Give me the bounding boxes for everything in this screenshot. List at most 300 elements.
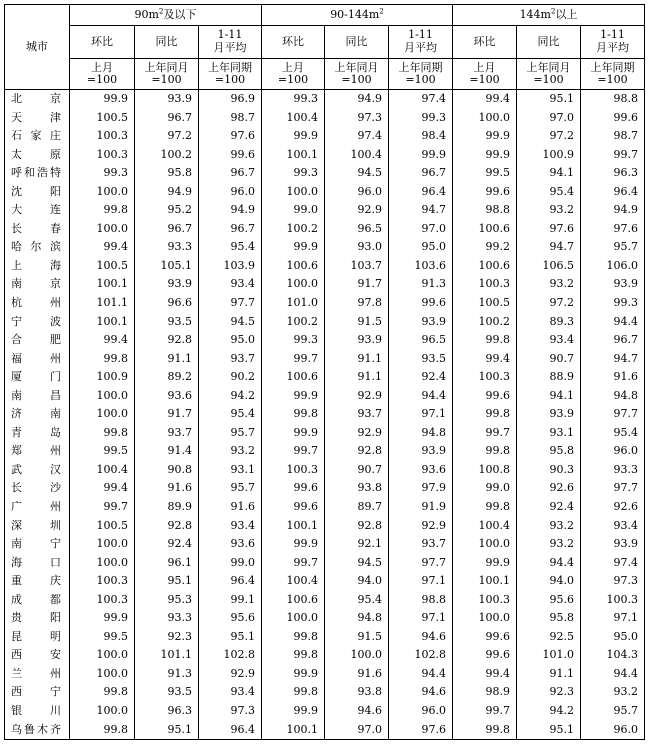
table-row	[5, 702, 645, 721]
city-name: 昆明	[5, 628, 70, 647]
index-value: 100.6	[262, 257, 325, 276]
index-value: 100.3	[70, 572, 135, 591]
index-value: 100.2	[262, 220, 325, 239]
ytd-base-header: 上年同期 =100	[581, 59, 645, 90]
index-value: 95.4	[581, 424, 645, 443]
index-value: 89.9	[135, 498, 199, 517]
index-value: 96.4	[581, 183, 645, 202]
table-row	[5, 628, 645, 647]
index-value: 94.4	[581, 665, 645, 684]
index-value: 100.2	[453, 313, 517, 332]
index-value: 93.3	[135, 238, 199, 257]
city-name: 合肥	[5, 331, 70, 350]
table-row	[5, 405, 645, 424]
index-value: 92.9	[325, 201, 389, 220]
index-value: 98.8	[389, 591, 453, 610]
table-row	[5, 331, 645, 350]
index-value: 95.1	[517, 90, 581, 109]
index-value: 93.9	[581, 535, 645, 554]
index-value: 100.9	[517, 146, 581, 165]
index-value: 96.4	[199, 572, 262, 591]
index-value: 93.9	[389, 313, 453, 332]
index-value: 99.3	[262, 331, 325, 350]
index-value: 92.9	[389, 517, 453, 536]
index-value: 93.2	[199, 442, 262, 461]
index-value: 93.2	[517, 517, 581, 536]
city-name: 海口	[5, 554, 70, 573]
city-name: 重庆	[5, 572, 70, 591]
city-name: 长沙	[5, 479, 70, 498]
index-value: 99.8	[70, 684, 135, 703]
index-value: 99.7	[262, 442, 325, 461]
index-value: 99.8	[262, 628, 325, 647]
index-value: 99.9	[262, 535, 325, 554]
index-value: 99.9	[70, 609, 135, 628]
yoy-header: 同比	[517, 26, 581, 59]
index-value: 106.5	[517, 257, 581, 276]
index-value: 100.0	[262, 275, 325, 294]
index-value: 91.1	[325, 368, 389, 387]
index-value: 97.6	[199, 127, 262, 146]
index-value: 98.8	[581, 90, 645, 109]
ytd-base-header: 上年同期 =100	[199, 59, 262, 90]
index-value: 94.7	[517, 238, 581, 257]
index-value: 101.0	[262, 294, 325, 313]
index-value: 103.6	[389, 257, 453, 276]
index-value: 93.0	[325, 238, 389, 257]
index-value: 100.1	[70, 313, 135, 332]
index-value: 93.8	[325, 479, 389, 498]
index-value: 93.8	[325, 684, 389, 703]
index-value: 97.0	[517, 109, 581, 128]
index-value: 97.1	[389, 405, 453, 424]
index-value: 94.1	[517, 387, 581, 406]
index-value: 106.0	[581, 257, 645, 276]
index-value: 100.8	[453, 461, 517, 480]
index-value: 88.9	[517, 368, 581, 387]
index-value: 99.8	[453, 442, 517, 461]
city-name: 贵阳	[5, 609, 70, 628]
index-value: 95.2	[135, 201, 199, 220]
index-value: 98.7	[581, 127, 645, 146]
index-value: 96.5	[389, 331, 453, 350]
index-value: 99.9	[453, 127, 517, 146]
table-row	[5, 387, 645, 406]
index-value: 99.8	[70, 350, 135, 369]
table-row	[5, 127, 645, 146]
index-value: 100.5	[70, 257, 135, 276]
index-value: 99.3	[581, 294, 645, 313]
index-value: 101.1	[70, 294, 135, 313]
index-value: 91.9	[389, 498, 453, 517]
city-name: 上海	[5, 257, 70, 276]
index-value: 96.7	[199, 164, 262, 183]
index-value: 99.4	[70, 238, 135, 257]
index-value: 100.3	[262, 461, 325, 480]
city-name: 杭州	[5, 294, 70, 313]
index-value: 99.5	[70, 628, 135, 647]
city-name: 银川	[5, 702, 70, 721]
index-value: 97.4	[325, 127, 389, 146]
index-value: 93.2	[517, 201, 581, 220]
index-value: 98.9	[453, 684, 517, 703]
group-header-medium: $90-144m^2$	[262, 5, 453, 26]
city-name: 南昌	[5, 387, 70, 406]
index-value: 99.8	[262, 684, 325, 703]
table-row	[5, 313, 645, 332]
index-value: 93.7	[389, 535, 453, 554]
index-value: 99.4	[453, 90, 517, 109]
table-row	[5, 535, 645, 554]
index-value: 98.7	[199, 109, 262, 128]
index-value: 99.6	[453, 387, 517, 406]
index-value: 99.9	[262, 238, 325, 257]
index-value: 97.6	[581, 220, 645, 239]
index-value: 97.7	[581, 405, 645, 424]
index-value: 100.2	[135, 146, 199, 165]
index-value: 97.3	[199, 702, 262, 721]
index-value: 89.3	[517, 313, 581, 332]
index-value: 99.6	[199, 146, 262, 165]
index-value: 95.0	[389, 238, 453, 257]
index-value: 99.4	[70, 479, 135, 498]
index-value: 104.3	[581, 646, 645, 665]
index-value: 99.8	[453, 498, 517, 517]
index-value: 95.6	[199, 609, 262, 628]
index-value: 100.4	[70, 461, 135, 480]
index-value: 91.7	[135, 405, 199, 424]
index-value: 99.9	[453, 554, 517, 573]
index-value: 94.9	[581, 201, 645, 220]
index-value: 99.9	[262, 665, 325, 684]
index-value: 92.4	[135, 535, 199, 554]
index-value: 97.1	[389, 572, 453, 591]
index-value: 93.5	[135, 684, 199, 703]
table-row	[5, 665, 645, 684]
index-value: 96.1	[135, 554, 199, 573]
index-value: 95.1	[199, 628, 262, 647]
index-value: 96.7	[135, 109, 199, 128]
index-value: 97.4	[389, 90, 453, 109]
index-value: 94.7	[581, 350, 645, 369]
city-name: 南宁	[5, 535, 70, 554]
index-value: 96.3	[135, 702, 199, 721]
index-value: 99.2	[453, 238, 517, 257]
index-value: 99.6	[453, 183, 517, 202]
index-value: 93.2	[517, 275, 581, 294]
index-value: 99.9	[389, 146, 453, 165]
index-value: 93.9	[135, 275, 199, 294]
index-value: 92.5	[517, 628, 581, 647]
index-value: 93.7	[199, 350, 262, 369]
index-value: 100.1	[262, 146, 325, 165]
city-name: 成都	[5, 591, 70, 610]
index-value: 91.6	[135, 479, 199, 498]
index-value: 93.7	[135, 424, 199, 443]
table-row	[5, 368, 645, 387]
index-value: 93.3	[581, 461, 645, 480]
mom-base-header: 上月 =100	[453, 59, 517, 90]
city-name: 长春	[5, 220, 70, 239]
index-value: 100.1	[262, 721, 325, 740]
index-value: 95.1	[135, 572, 199, 591]
index-value: 95.4	[199, 238, 262, 257]
index-value: 94.1	[517, 164, 581, 183]
table-row	[5, 684, 645, 703]
table-row	[5, 350, 645, 369]
index-value: 97.2	[135, 127, 199, 146]
index-value: 100.3	[453, 275, 517, 294]
ytd-base-header: 上年同期 =100	[389, 59, 453, 90]
index-value: 101.0	[517, 646, 581, 665]
index-value: 92.3	[135, 628, 199, 647]
index-value: 99.0	[199, 554, 262, 573]
index-value: 92.9	[199, 665, 262, 684]
index-value: 91.6	[581, 368, 645, 387]
index-value: 94.6	[389, 684, 453, 703]
index-value: 91.4	[135, 442, 199, 461]
index-value: 96.6	[135, 294, 199, 313]
index-value: 91.5	[325, 313, 389, 332]
yoy-header: 同比	[135, 26, 199, 59]
index-value: 94.0	[325, 572, 389, 591]
index-value: 94.7	[389, 201, 453, 220]
table-row	[5, 646, 645, 665]
index-value: 100.6	[453, 220, 517, 239]
index-value: 91.1	[135, 350, 199, 369]
index-value: 92.9	[325, 387, 389, 406]
index-value: 94.4	[517, 554, 581, 573]
index-value: 95.1	[517, 721, 581, 740]
ytd-avg-header: 1-11 月平均	[389, 26, 453, 59]
index-value: 93.1	[199, 461, 262, 480]
index-value: 99.9	[262, 387, 325, 406]
index-value: 93.1	[517, 424, 581, 443]
index-value: 100.0	[262, 183, 325, 202]
index-value: 96.7	[581, 331, 645, 350]
index-value: 89.2	[135, 368, 199, 387]
table-row	[5, 554, 645, 573]
index-value: 99.4	[453, 350, 517, 369]
index-value: 99.3	[262, 164, 325, 183]
index-value: 93.5	[135, 313, 199, 332]
table-row	[5, 424, 645, 443]
table-row	[5, 238, 645, 257]
index-value: 96.4	[199, 721, 262, 740]
index-value: 100.4	[325, 146, 389, 165]
index-value: 91.3	[135, 665, 199, 684]
index-value: 101.1	[135, 646, 199, 665]
index-value: 99.8	[453, 331, 517, 350]
index-value: 100.3	[581, 591, 645, 610]
index-value: 95.8	[517, 609, 581, 628]
index-value: 99.8	[262, 405, 325, 424]
table-row	[5, 275, 645, 294]
index-value: 90.7	[325, 461, 389, 480]
index-value: 94.0	[517, 572, 581, 591]
ytd-avg-header: 1-11 月平均	[199, 26, 262, 59]
index-value: 97.4	[581, 554, 645, 573]
city-name: 广州	[5, 498, 70, 517]
group-header-small: $90m^2$及以下	[70, 5, 262, 26]
city-name: 福州	[5, 350, 70, 369]
index-value: 105.1	[135, 257, 199, 276]
index-value: 97.2	[517, 127, 581, 146]
index-value: 100.4	[453, 517, 517, 536]
index-value: 94.9	[199, 201, 262, 220]
price-index-table	[4, 4, 645, 740]
index-value: 99.6	[389, 294, 453, 313]
index-value: 94.4	[389, 387, 453, 406]
index-value: 100.0	[70, 387, 135, 406]
city-name: 天津	[5, 109, 70, 128]
index-value: 100.9	[70, 368, 135, 387]
index-value: 95.7	[581, 238, 645, 257]
table-row	[5, 294, 645, 313]
index-value: 97.7	[389, 554, 453, 573]
index-value: 95.0	[581, 628, 645, 647]
city-name: 深圳	[5, 517, 70, 536]
index-value: 102.8	[389, 646, 453, 665]
index-value: 100.6	[262, 591, 325, 610]
index-value: 93.5	[389, 350, 453, 369]
index-value: 99.6	[453, 628, 517, 647]
index-value: 93.6	[199, 535, 262, 554]
index-value: 97.6	[389, 721, 453, 740]
index-value: 94.5	[325, 164, 389, 183]
index-value: 93.6	[389, 461, 453, 480]
index-value: 96.0	[389, 702, 453, 721]
index-value: 90.3	[517, 461, 581, 480]
index-value: 100.5	[453, 294, 517, 313]
index-value: 97.1	[581, 609, 645, 628]
index-value: 103.9	[199, 257, 262, 276]
table-row	[5, 220, 645, 239]
index-value: 93.9	[325, 331, 389, 350]
index-value: 100.1	[70, 275, 135, 294]
index-value: 93.2	[581, 684, 645, 703]
index-value: 97.9	[389, 479, 453, 498]
index-value: 95.4	[325, 591, 389, 610]
index-value: 99.0	[262, 201, 325, 220]
index-value: 96.7	[135, 220, 199, 239]
index-value: 100.0	[70, 665, 135, 684]
index-value: 95.7	[581, 702, 645, 721]
city-name: 西安	[5, 646, 70, 665]
index-value: 99.4	[453, 665, 517, 684]
index-value: 100.1	[453, 572, 517, 591]
index-value: 94.2	[517, 702, 581, 721]
city-name: 太原	[5, 146, 70, 165]
yoy-base-header: 上年同月 =100	[135, 59, 199, 90]
index-value: 93.4	[517, 331, 581, 350]
index-value: 95.7	[199, 479, 262, 498]
index-value: 99.6	[262, 479, 325, 498]
index-value: 100.5	[70, 109, 135, 128]
index-value: 93.9	[389, 442, 453, 461]
index-value: 93.4	[199, 684, 262, 703]
index-value: 96.7	[199, 220, 262, 239]
index-value: 98.4	[389, 127, 453, 146]
table-row	[5, 479, 645, 498]
city-name: 呼和浩特	[5, 164, 70, 183]
index-value: 92.8	[135, 517, 199, 536]
index-value: 99.7	[581, 146, 645, 165]
index-value: 99.8	[70, 424, 135, 443]
index-value: 99.8	[262, 646, 325, 665]
index-value: 97.7	[581, 479, 645, 498]
index-value: 93.4	[199, 275, 262, 294]
index-value: 93.9	[581, 275, 645, 294]
table-row	[5, 572, 645, 591]
index-value: 97.1	[389, 609, 453, 628]
index-value: 100.0	[70, 702, 135, 721]
city-name: 大连	[5, 201, 70, 220]
city-name: 哈尔滨	[5, 238, 70, 257]
index-value: 94.8	[389, 424, 453, 443]
index-value: 100.6	[262, 368, 325, 387]
index-value: 93.6	[135, 387, 199, 406]
index-value: 92.3	[517, 684, 581, 703]
index-value: 93.9	[135, 90, 199, 109]
index-value: 93.9	[517, 405, 581, 424]
yoy-header: 同比	[325, 26, 389, 59]
mom-base-header: 上月 =100	[70, 59, 135, 90]
index-value: 91.1	[517, 665, 581, 684]
index-value: 93.4	[199, 517, 262, 536]
city-name: 石家庄	[5, 127, 70, 146]
mom-header: 环比	[262, 26, 325, 59]
index-value: 100.3	[70, 127, 135, 146]
index-value: 100.0	[70, 646, 135, 665]
index-value: 100.0	[70, 554, 135, 573]
index-value: 99.8	[70, 201, 135, 220]
index-value: 100.0	[325, 646, 389, 665]
index-value: 99.8	[453, 405, 517, 424]
index-value: 99.9	[70, 90, 135, 109]
index-value: 97.3	[325, 109, 389, 128]
city-name: 北京	[5, 90, 70, 109]
index-value: 99.9	[262, 127, 325, 146]
city-name: 宁波	[5, 313, 70, 332]
index-value: 96.4	[389, 183, 453, 202]
index-value: 94.4	[389, 665, 453, 684]
table-row	[5, 109, 645, 128]
table-row	[5, 591, 645, 610]
index-value: 97.7	[199, 294, 262, 313]
yoy-base-header: 上年同月 =100	[517, 59, 581, 90]
table-row	[5, 498, 645, 517]
index-value: 91.5	[325, 628, 389, 647]
index-value: 96.3	[581, 164, 645, 183]
index-value: 95.0	[199, 331, 262, 350]
table-row	[5, 90, 645, 109]
index-value: 99.7	[70, 498, 135, 517]
table-row	[5, 442, 645, 461]
index-value: 91.6	[325, 665, 389, 684]
city-name: 济南	[5, 405, 70, 424]
table-row	[5, 257, 645, 276]
table-row	[5, 609, 645, 628]
index-value: 90.8	[135, 461, 199, 480]
index-value: 99.3	[70, 164, 135, 183]
index-value: 99.5	[453, 164, 517, 183]
index-value: 93.7	[325, 405, 389, 424]
index-value: 99.7	[262, 554, 325, 573]
index-value: 100.5	[70, 517, 135, 536]
index-value: 102.8	[199, 646, 262, 665]
city-name: 武汉	[5, 461, 70, 480]
